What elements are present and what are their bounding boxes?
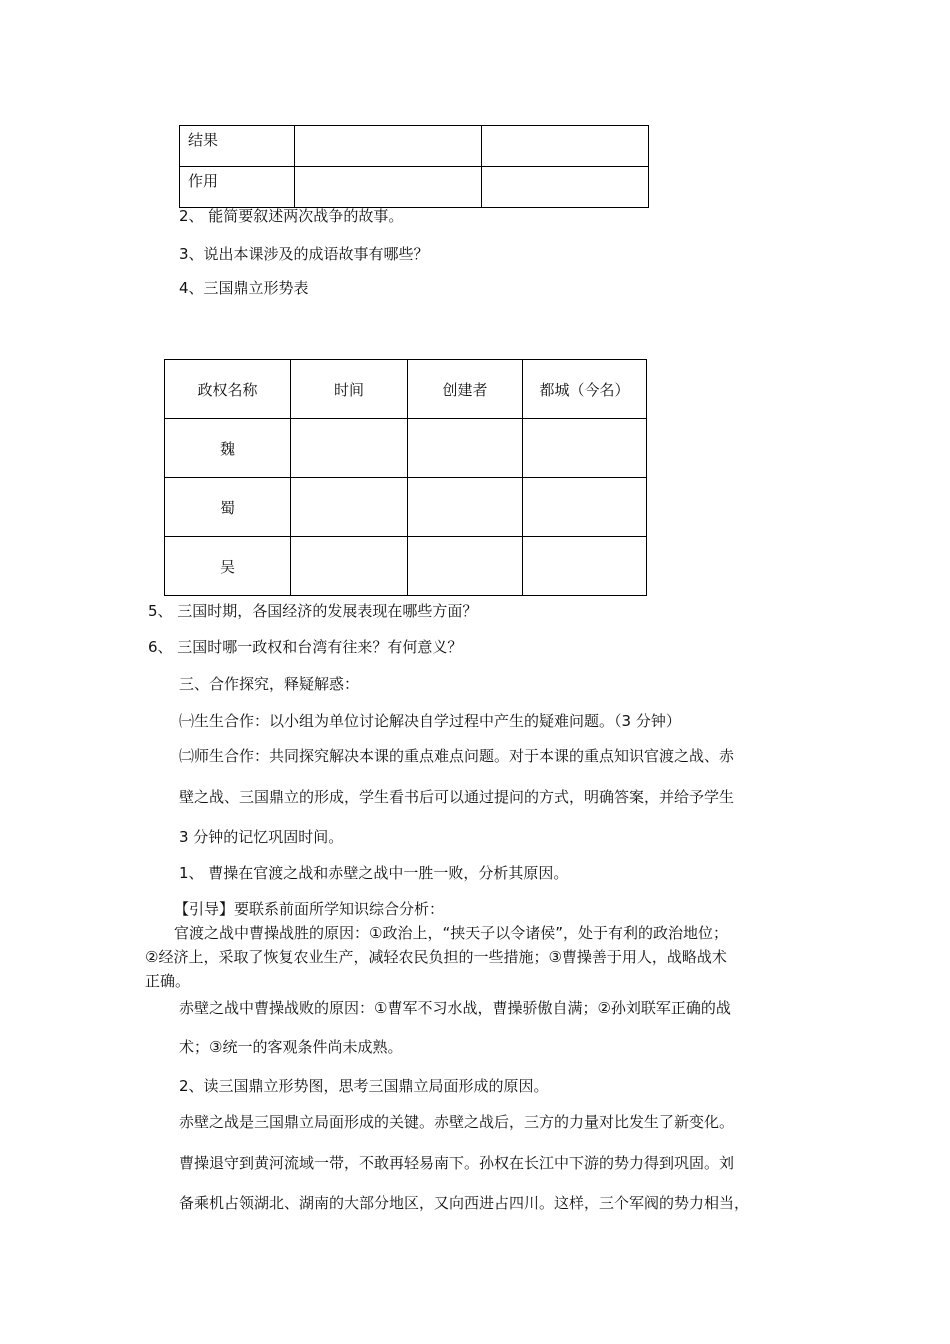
table-row [165, 537, 647, 596]
column-header: 都城（今名） [523, 360, 647, 419]
table-cell [408, 478, 523, 537]
question-4: 4、三国鼎立形势表 [179, 279, 309, 297]
kingdom-name: 魏 [165, 419, 291, 478]
column-header: 时间 [291, 360, 408, 419]
kingdom-name: 吴 [165, 537, 291, 596]
row-label: 作用 [180, 167, 295, 208]
question-6: 6、 三国时哪一政权和台湾有往来？有何意义？ [148, 638, 463, 656]
paragraph: 术；③统一的客观条件尚未成熟。 [179, 1038, 403, 1056]
paragraph: 3 分钟的记忆巩固时间。 [179, 828, 344, 846]
guide-text: 要联系前面所学知识综合分析： [234, 900, 445, 918]
row-label: 结果 [180, 126, 295, 167]
table-cell [295, 167, 482, 208]
paragraph: ㈡师生合作：共同探究解决本课的重点难点问题。对于本课的重点知识官渡之战、赤 [179, 747, 735, 765]
table-row [180, 126, 649, 167]
battle-table [179, 125, 649, 208]
question-2: 2、 能简要叙述两次战争的故事。 [179, 207, 404, 225]
table-cell [291, 537, 408, 596]
table-cell [482, 126, 649, 167]
table-cell [482, 167, 649, 208]
table-cell [523, 419, 647, 478]
table-row [165, 478, 647, 537]
three-kingdoms-table [164, 359, 647, 596]
paragraph: 赤壁之战是三国鼎立局面形成的关键。赤壁之战后，三方的力量对比发生了新变化。 [179, 1113, 735, 1131]
paragraph: 赤壁之战中曹操战败的原因：①曹军不习水战，曹操骄傲自满；②孙刘联军正确的战 [179, 999, 731, 1017]
table-cell [408, 537, 523, 596]
paragraph: 备乘机占领湖北、湖南的大部分地区，又向西进占四川。这样，三个军阀的势力相当， [179, 1194, 750, 1212]
column-header: 创建者 [408, 360, 523, 419]
table-cell [291, 419, 408, 478]
section-title: 三、合作探究，释疑解惑： [179, 675, 360, 693]
table-cell [291, 478, 408, 537]
table-cell [523, 478, 647, 537]
paragraph: 曹操退守到黄河流域一带，不敢再轻易南下。孙权在长江中下游的势力得到巩固。刘 [179, 1154, 735, 1172]
paragraph: 官渡之战中曹操战胜的原因：①政治上，“挟天子以令诸侯”，处于有利的政治地位； [174, 924, 728, 942]
paragraph: 壁之战、三国鼎立的形成，学生看书后可以通过提问的方式，明确答案，并给予学生 [179, 788, 735, 806]
table-row [180, 167, 649, 208]
table-cell [295, 126, 482, 167]
column-header: 政权名称 [165, 360, 291, 419]
paragraph: ②经济上，采取了恢复农业生产，减轻农民负担的一些措施；③曹操善于用人，战略战术 [145, 948, 727, 966]
sub-question-2: 2、读三国鼎立形势图，思考三国鼎立局面形成的原因。 [179, 1077, 549, 1095]
question-5: 5、 三国时期，各国经济的发展表现在哪些方面？ [148, 602, 478, 620]
paragraph: 正确。 [145, 972, 191, 990]
table-header-row [165, 360, 647, 419]
paragraph: ㈠生生合作：以小组为单位讨论解决自学过程中产生的疑难问题。（3 分钟） [179, 712, 681, 730]
guide-tag: 【引导】 [174, 900, 235, 918]
table-cell [408, 419, 523, 478]
table-row [165, 419, 647, 478]
table-cell [523, 537, 647, 596]
guide-line [174, 898, 444, 919]
sub-question-1: 1、 曹操在官渡之战和赤壁之战中一胜一败，分析其原因。 [179, 864, 569, 882]
kingdom-name: 蜀 [165, 478, 291, 537]
question-3: 3、说出本课涉及的成语故事有哪些？ [179, 245, 429, 263]
